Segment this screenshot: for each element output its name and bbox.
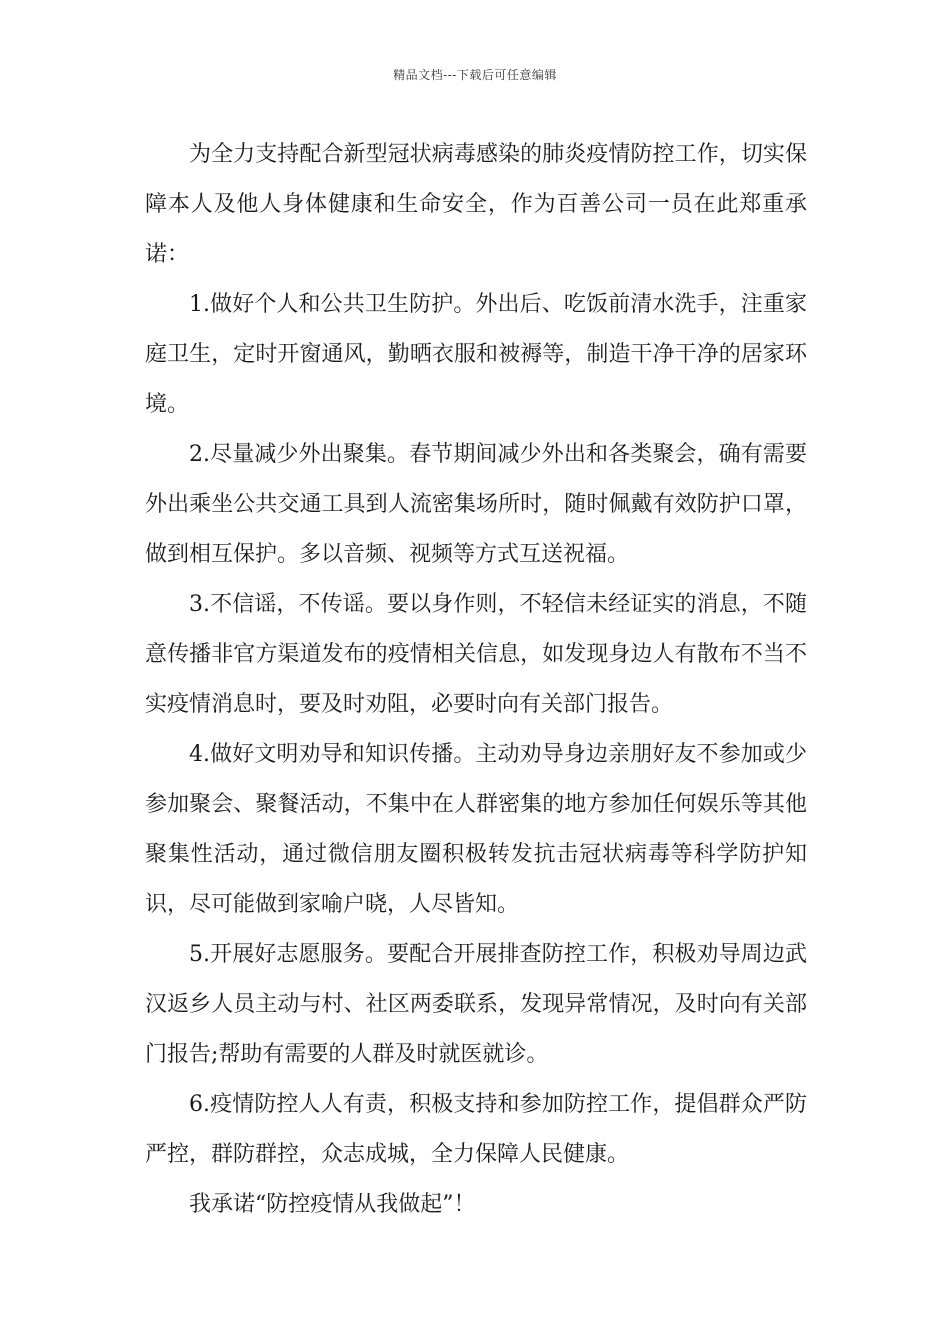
paragraph-item-5: 5.开展好志愿服务。要配合开展排查防控工作，积极劝导周边武汉返乡人员主动与村、社区两委联系，发现异常情况，及时向有关部门报告;帮助有需要的人群及时就医就诊。: [145, 942, 807, 1067]
paragraph-item-4: 4.做好文明劝导和知识传播。主动劝导身边亲朋好友不参加或少参加聚会、聚餐活动，不集中在人群密集的地方参加任何娱乐等其他聚集性活动，通过微信朋友圈积极转发抗击冠状病毒等科学防护知识，尽可能做到家喻户晓，人尽皆知。: [145, 742, 807, 917]
paragraph-item-1: 1.做好个人和公共卫生防护。外出后、吃饭前清水洗手，注重家庭卫生，定时开窗通风，勤晒衣服和被褥等，制造干净干净的居家环境。: [145, 292, 807, 417]
paragraph-item-3: 3.不信谣，不传谣。要以身作则，不轻信未经证实的消息，不随意传播非官方渠道发布的疫情相关信息，如发现身边人有散布不当不实疫情消息时，要及时劝阻，必要时向有关部门报告。: [145, 592, 807, 717]
paragraph-item-2: 2.尽量减少外出聚集。春节期间减少外出和各类聚会，确有需要外出乘坐公共交通工具到人流密集场所时，随时佩戴有效防护口罩，做到相互保护。多以音频、视频等方式互送祝福。: [145, 442, 807, 567]
paragraph-item-6: 6.疫情防控人人有责，积极支持和参加防控工作，提倡群众严防严控，群防群控，众志成城，全力保障人民健康。: [145, 1092, 807, 1167]
paragraph-intro: 为全力支持配合新型冠状病毒感染的肺炎疫情防控工作，切实保障本人及他人身体健康和生命安全，作为百善公司一员在此郑重承诺：: [145, 142, 807, 267]
document-body: [145, 130, 807, 1230]
page-header: 精品文档---下载后可任意编辑: [393, 68, 557, 82]
paragraph-pledge: 我承诺“防控疫情从我做起”！: [189, 1192, 476, 1217]
